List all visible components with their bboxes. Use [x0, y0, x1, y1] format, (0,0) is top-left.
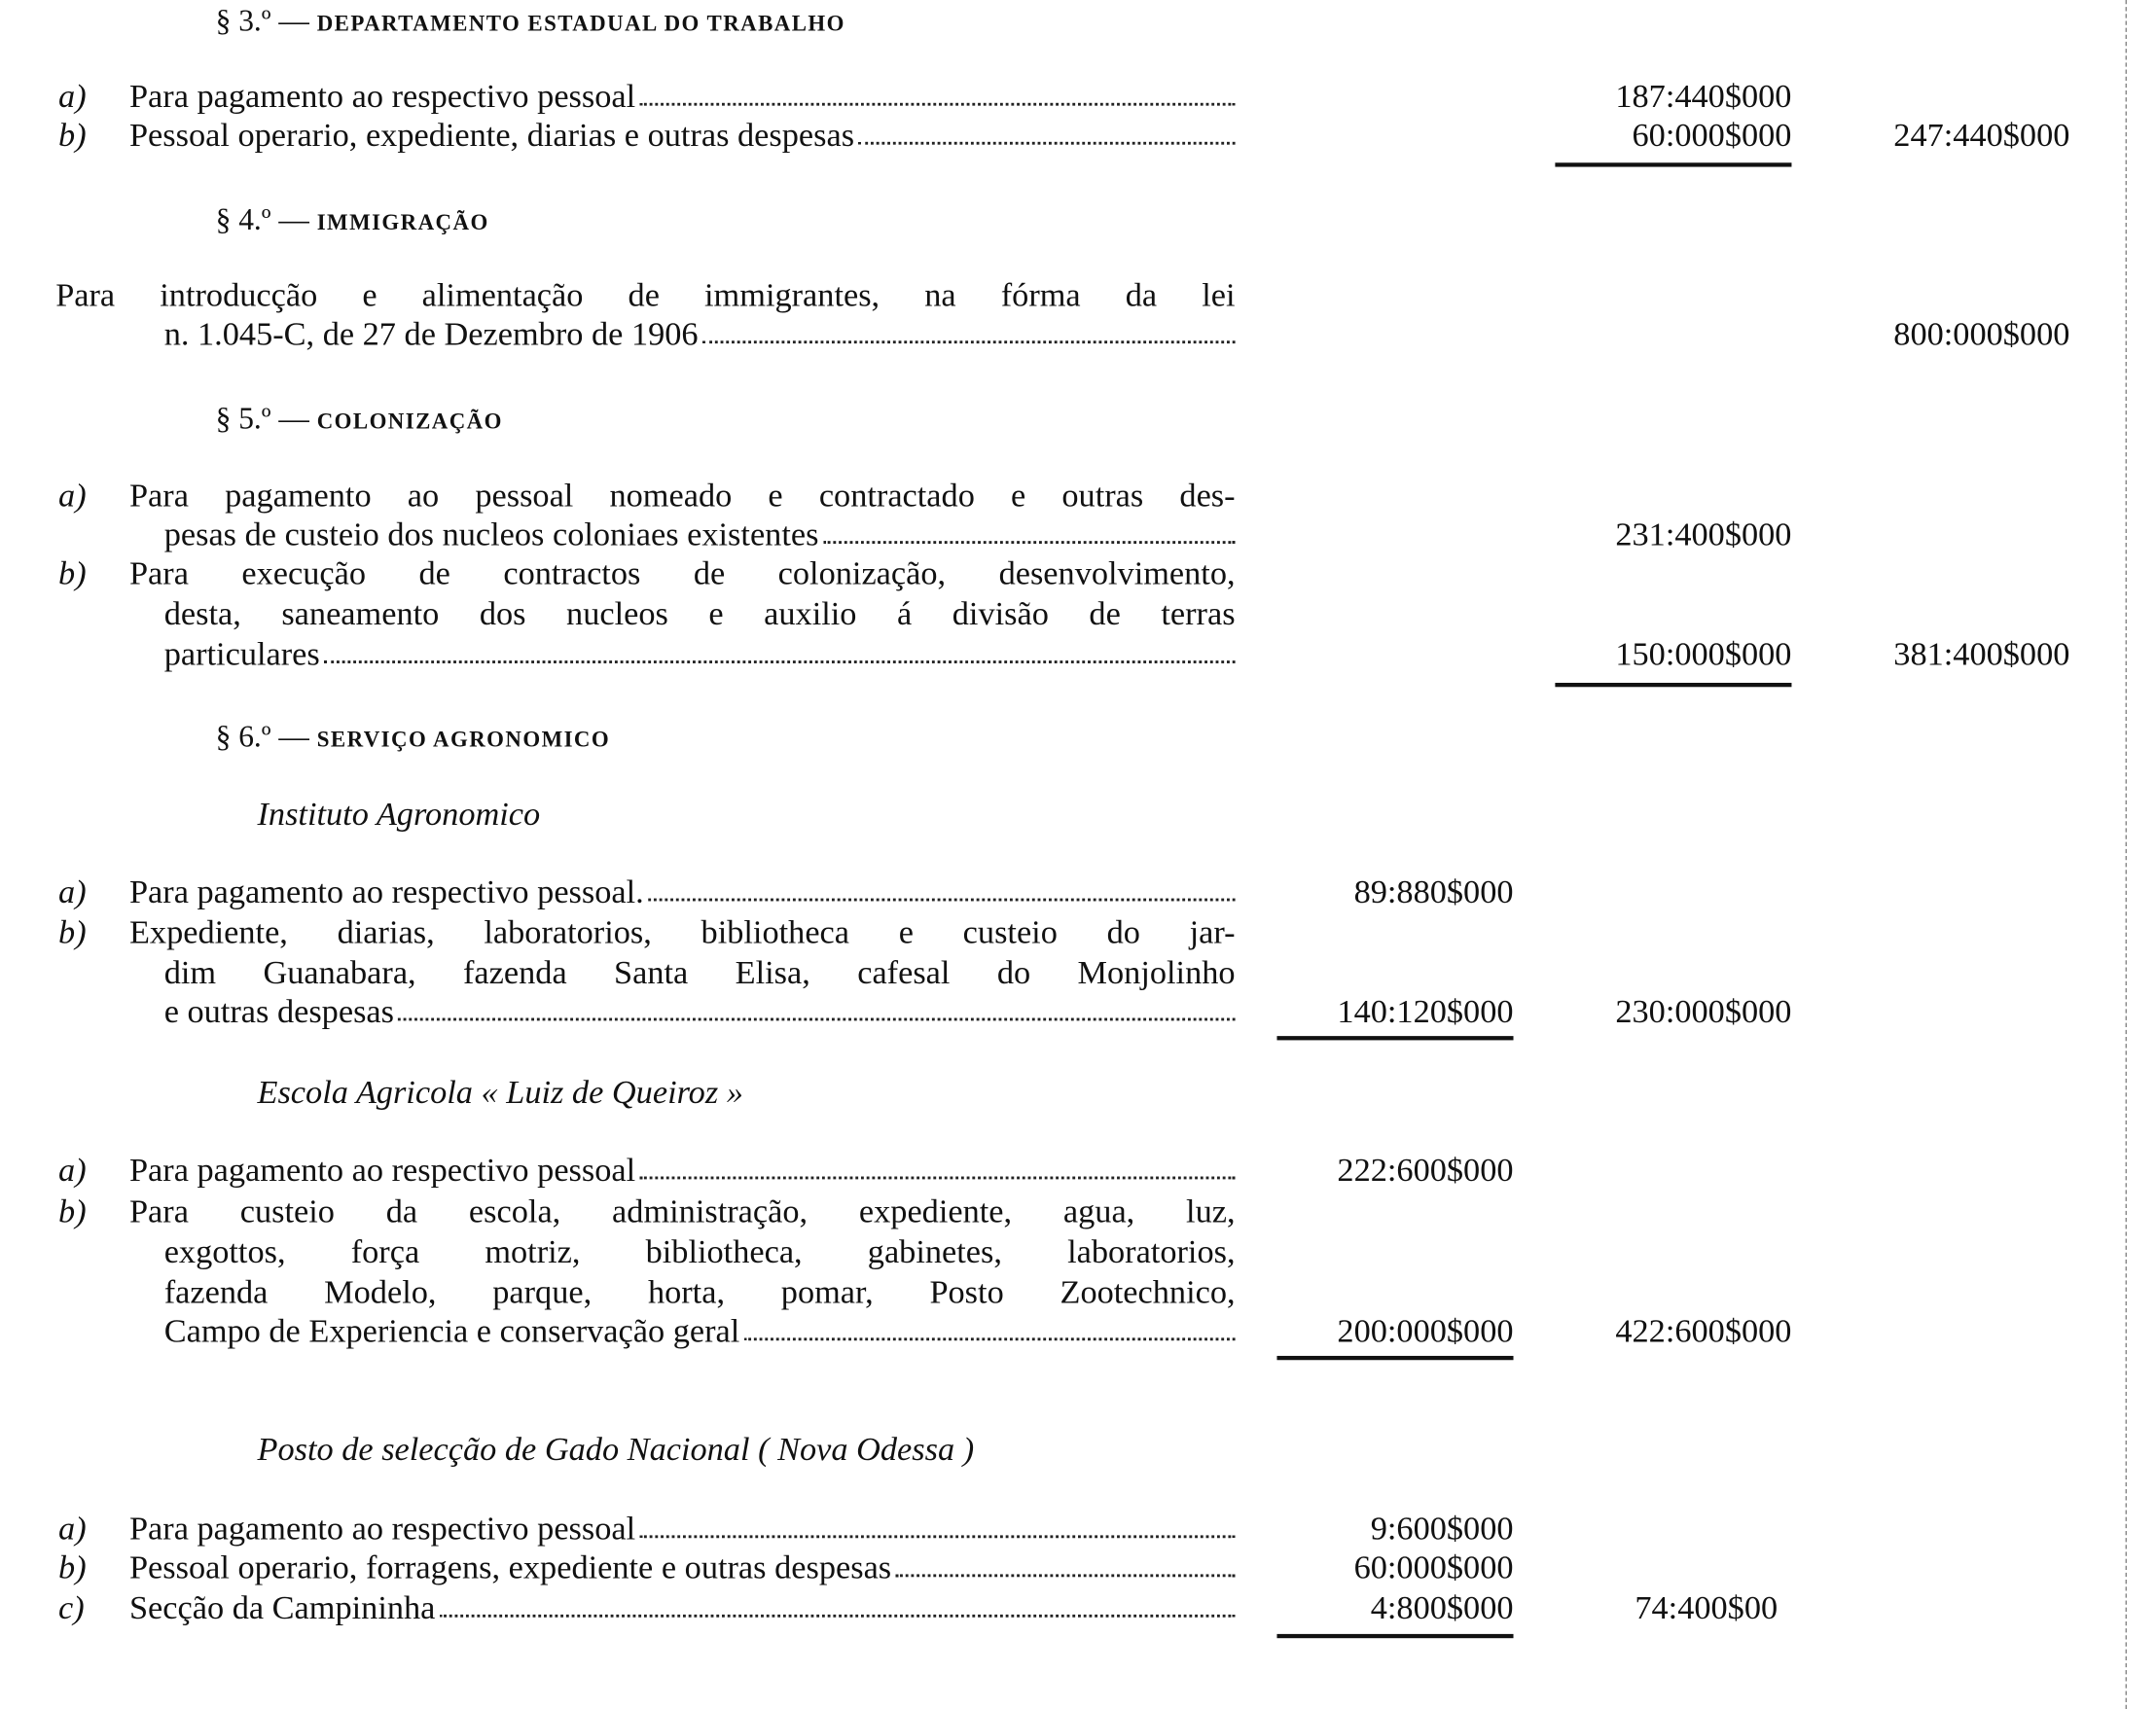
item-text-line: n. 1.045-C, de 27 de Dezembro de 1906 — [163, 316, 699, 354]
item-text — [164, 1274, 1236, 1313]
dot-leader — [639, 1511, 1235, 1539]
item-text — [129, 117, 1236, 156]
item-text-line: e outras despesas — [163, 994, 395, 1031]
section-heading-6 — [216, 718, 610, 757]
item-text — [129, 1152, 1236, 1191]
item-text-line: particulares — [163, 636, 320, 673]
dot-leader — [639, 1152, 1235, 1180]
subsection-title-main: Posto de selecção de Gado Nacional — [257, 1432, 750, 1469]
section-number: § 4.º — — [215, 201, 309, 237]
sum-rule — [1276, 1634, 1513, 1638]
item-text-line: Pessoal operario, forragens, expediente e outras despesas — [128, 1550, 892, 1587]
item-text — [164, 595, 1236, 634]
item-label: b) — [58, 555, 87, 593]
dot-leader — [324, 635, 1236, 663]
item-text-line: desta, saneamento dos nucleos e auxilio á divisão de terras — [163, 596, 1236, 633]
item-text — [164, 1233, 1236, 1272]
section-title: SERVIÇO AGRONOMICO — [316, 729, 611, 753]
item-text — [164, 516, 1236, 554]
section-total: 247:440$000 — [1893, 118, 2070, 155]
section-number: § 3.º — — [215, 2, 309, 38]
section-number: § 5.º — — [215, 400, 309, 436]
dot-leader — [702, 316, 1236, 344]
item-label: b) — [58, 118, 87, 155]
item-text-line: exgottos, força motriz, bibliotheca, gabinetes, laboratorios, — [163, 1234, 1236, 1271]
item-label: b) — [58, 1194, 87, 1231]
item-text — [129, 1511, 1236, 1549]
sum-rule — [1276, 1036, 1513, 1040]
item-text-line: Pessoal operario, expediente, diarias e outras despesas — [128, 118, 855, 155]
item-label: a) — [58, 478, 87, 515]
item-text-line: Para pagamento ao pessoal nomeado e contractado e outras des- — [128, 478, 1236, 515]
item-text-line: fazenda Modelo, parque, horta, pomar, Posto Zootechnico, — [163, 1275, 1236, 1312]
subsection-title: Instituto Agronomico — [257, 797, 541, 834]
section-total: 800:000$000 — [1893, 316, 2070, 354]
subsection-title — [257, 1431, 974, 1470]
item-label: a) — [58, 79, 87, 116]
subsection-total: 230:000$000 — [1615, 994, 1792, 1031]
item-text-line: Para execução de contractos de colonização, desenvolvimento, — [128, 555, 1236, 593]
item-label: a) — [58, 1153, 87, 1190]
section-title: DEPARTAMENTO ESTADUAL DO TRABALHO — [316, 12, 845, 37]
dot-leader — [858, 117, 1235, 145]
item-text-line: Secção da Campininha — [128, 1590, 436, 1627]
section-heading-5 — [216, 399, 503, 438]
amount: 150:000$000 — [1615, 636, 1792, 673]
item-text-line: pesas de custeio dos nucleos coloniaes existentes — [163, 516, 819, 554]
item-text-line: dim Guanabara, fazenda Santa Elisa, cafesal do Monjolinho — [163, 955, 1236, 992]
item-text — [129, 1193, 1236, 1232]
item-label: b) — [58, 914, 87, 951]
item-text — [129, 873, 1236, 912]
section-total: 381:400$000 — [1893, 636, 2070, 673]
sum-rule — [1555, 162, 1791, 166]
dot-leader — [398, 993, 1235, 1021]
item-text-line: Para pagamento ao respectivo pessoal — [128, 79, 636, 116]
item-label: a) — [58, 1512, 87, 1549]
item-text — [164, 993, 1236, 1032]
amount: 200:000$000 — [1337, 1314, 1514, 1351]
section-heading-4 — [216, 200, 489, 239]
item-text — [55, 277, 1235, 316]
page-edge-divider — [2126, 0, 2127, 1709]
amount: 231:400$000 — [1615, 516, 1792, 554]
amount: 89:880$000 — [1353, 874, 1514, 911]
amount: 222:600$000 — [1337, 1153, 1514, 1190]
amount: 60:000$000 — [1632, 118, 1792, 155]
item-label: c) — [58, 1590, 85, 1627]
amount: 187:440$000 — [1615, 79, 1792, 116]
section-title: IMMIGRAÇÃO — [316, 211, 489, 235]
dot-leader — [895, 1549, 1235, 1578]
dot-leader — [744, 1313, 1236, 1341]
dot-leader — [440, 1589, 1236, 1618]
sum-rule — [1555, 683, 1791, 687]
item-text-line: Para pagamento ao respectivo pessoal — [128, 1153, 636, 1190]
item-text — [164, 635, 1236, 674]
section-heading-3 — [216, 1, 845, 40]
item-text — [164, 316, 1236, 355]
item-text-line: Para pagamento ao respectivo pessoal. — [128, 874, 644, 911]
dot-leader — [639, 78, 1235, 106]
item-text — [129, 78, 1236, 117]
amount: 60:000$000 — [1353, 1550, 1514, 1587]
item-text — [164, 954, 1236, 993]
section-title: COLONIZAÇÃO — [316, 409, 503, 435]
amount: 140:120$000 — [1337, 994, 1514, 1031]
item-text-line: Expediente, diarias, laboratorios, bibliotheca e custeio do jar- — [128, 914, 1236, 951]
item-text-line: Para pagamento ao respectivo pessoal — [128, 1512, 636, 1549]
amount: 9:600$000 — [1370, 1512, 1514, 1549]
item-text-line: Para custeio da escola, administração, expediente, agua, luz, — [128, 1194, 1236, 1231]
subsection-total: 422:600$000 — [1615, 1314, 1792, 1351]
subsection-total: 74:400$00 — [1635, 1590, 1779, 1627]
item-text-line: Para introducção e alimentação de immigrantes, na fórma da lei — [55, 277, 1236, 315]
amount: 4:800$000 — [1370, 1590, 1514, 1627]
subsection-title-place: ( Nova Odessa ) — [758, 1432, 975, 1469]
sum-rule — [1276, 1356, 1513, 1360]
subsection-title: Escola Agricola « Luiz de Queiroz » — [257, 1075, 743, 1112]
item-text — [129, 554, 1236, 593]
dot-leader — [823, 516, 1236, 544]
section-number: § 6.º — — [215, 719, 309, 754]
item-text — [129, 1549, 1236, 1588]
item-text-line: Campo de Experiencia e conservação geral — [163, 1314, 740, 1351]
item-text — [129, 477, 1236, 516]
item-text — [164, 1313, 1236, 1352]
item-text — [129, 913, 1236, 952]
item-text — [129, 1589, 1236, 1628]
dot-leader — [648, 873, 1236, 902]
item-label: b) — [58, 1550, 87, 1587]
item-label: a) — [58, 874, 87, 911]
